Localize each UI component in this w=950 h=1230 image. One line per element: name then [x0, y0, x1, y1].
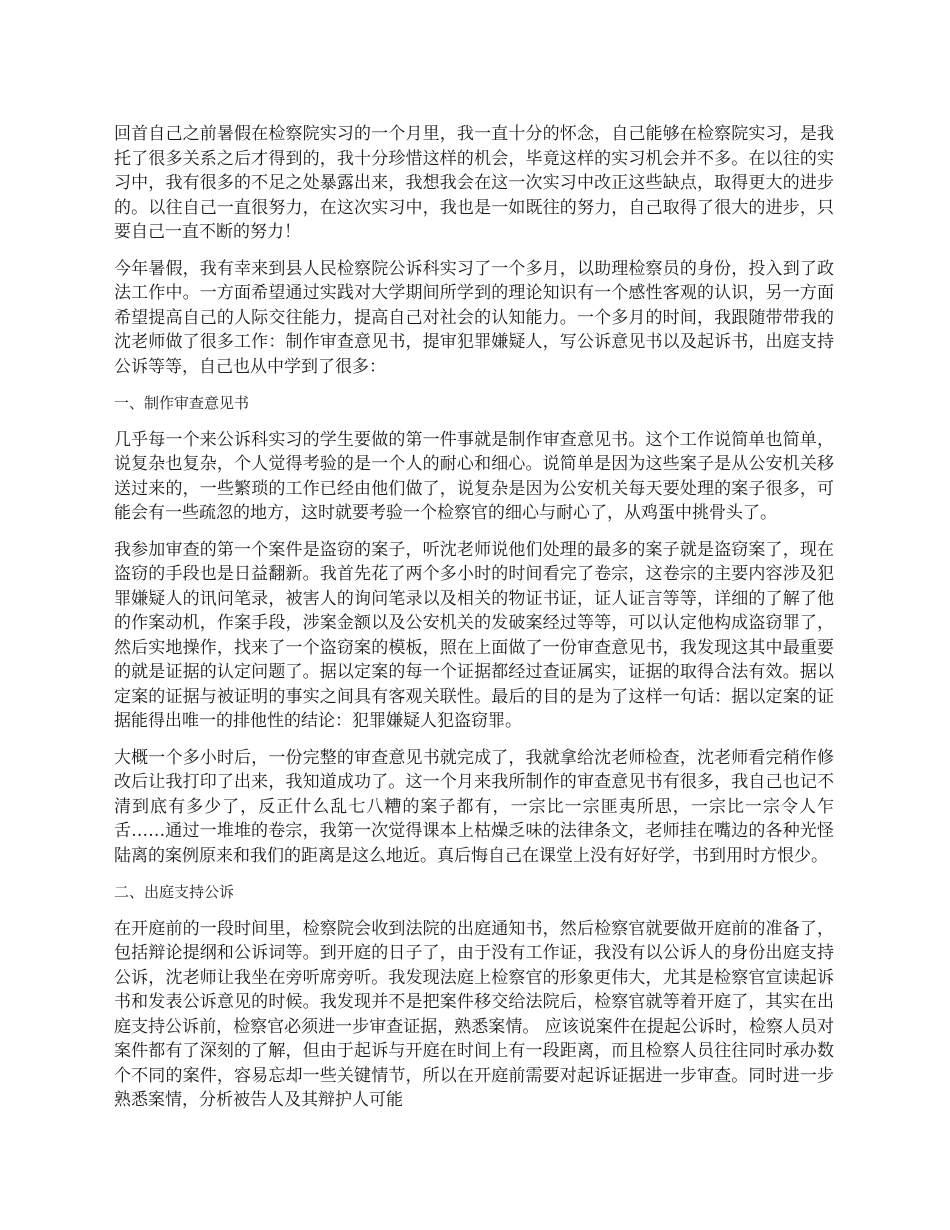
- section-heading-court-prosecution: 二、出庭支持公诉: [114, 883, 235, 901]
- paragraph-internship-overview: 今年暑假，我有幸来到县人民检察院公诉科实习了一个多月，以助理检察员的身份，投入到了政法工作中。一方面希望通过实践对大学期间所学到的理论知识有一个感性客观的认识，另一方面希望提高自己的人际交往能力，提高自己对社会的认知能力。一个多月的时间，我跟随带带我的沈老师做了很多工作：制作审查意见书，提审犯罪嫌疑人，写公诉意见书以及起诉书，出庭支持公诉等等，自己也从中学到了很多：: [114, 258, 834, 377]
- paragraph-review-completion: 大概一个多小时后，一份完整的审查意见书就完成了，我就拿给沈老师检查，沈老师看完稍作修改后让我打印了出来，我知道成功了。这一个月来我所制作的审查意见书有很多，我自己也记不清到底有多少了，反正什么乱七八糟的案子都有，一宗比一宗匪夷所思，一宗比一宗令人乍舌……通过一堆堆的卷宗，我第一次觉得课本上枯燥乏味的法律条文，老师挂在嘴边的各种光怪陆离的案例原来和我们的距离是这么地近。真后悔自己在课堂上没有好好学，书到用时方恨少。: [114, 747, 834, 866]
- paragraph-theft-case: 我参加审查的第一个案件是盗窃的案子，听沈老师说他们处理的最多的案子就是盗窃案了，现在盗窃的手段也是日益翻新。我首先花了两个多小时的时间看完了卷宗，这卷宗的主要内容涉及犯罪嫌疑人的讯问笔录，被害人的询问笔录以及相关的物证书证，证人证言等等，详细的了解了他的作案动机，作案手段，涉案金额以及公安机关的发破案经过等等，可以认定他构成盗窃罪了，然后实地操作，找来了一个盗窃案的模板，照在上面做了一份审查意见书，我发现这其中最重要的就是证据的认定问题了。据以定案的每一个证据都经过查证属实，证据的取得合法有效。据以定案的证据与被证明的事实之间具有客观关联性。最后的目的是为了这样一句话：据以定案的证据能得出唯一的排他性的结论：犯罪嫌疑人犯盗窃罪。: [114, 539, 834, 731]
- paragraph-intro: 回首自己之前暑假在检察院实习的一个月里，我一直十分的怀念，自己能够在检察院实习，是我托了很多关系之后才得到的，我十分珍惜这样的机会，毕竟这样的实习机会并不多。在以往的实习中，我有很多的不足之处暴露出来，我想我会在这一次实习中改正这些缺点，取得更大的进步的。以往自己一直很努力，在这次实习中，我也是一如既往的努力，自己取得了很大的进步，只要自己一直不断的努力！: [114, 124, 834, 242]
- section-heading-review-opinion: 一、制作审查意见书: [114, 394, 250, 412]
- paragraph-court-preparation: 在开庭前的一段时间里，检察院会收到法院的出庭通知书，然后检察官就要做开庭前的准备了，包括辩论提纲和公诉词等。到开庭的日子了，由于没有工作证，我没有以公诉人的身份出庭支持公诉，沈老师让我坐在旁听席旁听。我发现法庭上检察官的形象更伟大，尤其是检察官宣读起诉书和发表公诉意见的时候。我发现并不是把案件移交给法院后，检察官就等着开庭了，其实在出庭支持公诉前，检察官必须进一步审查证据，熟悉案情。 应该说案件在提起公诉时，检察人员对案件都有了深刻的了解，但由于起诉与开庭在时间上有一段距离，而且检察人员往往同时承办数个不同的案件，容易忘却一些关键情节，所以在开庭前需要对起诉证据进一步审查。同时进一步熟悉案情，分析被告人及其辩护人可能: [114, 918, 834, 1110]
- document-body: [114, 122, 834, 1125]
- paragraph-review-opinion-intro: 几乎每一个来公诉科实习的学生要做的第一件事就是制作审查意见书。这个工作说简单也简单，说复杂也复杂，个人觉得考验的是一个人的耐心和细心。说简单是因为这些案子是从公安机关移送过来的，一些繁琐的工作已经由他们做了，说复杂是因为公安机关每天要处理的案子很多，可能会有一些疏忽的地方，这时就要考验一个检察官的细心与耐心了，从鸡蛋中挑骨头了。: [114, 429, 834, 523]
